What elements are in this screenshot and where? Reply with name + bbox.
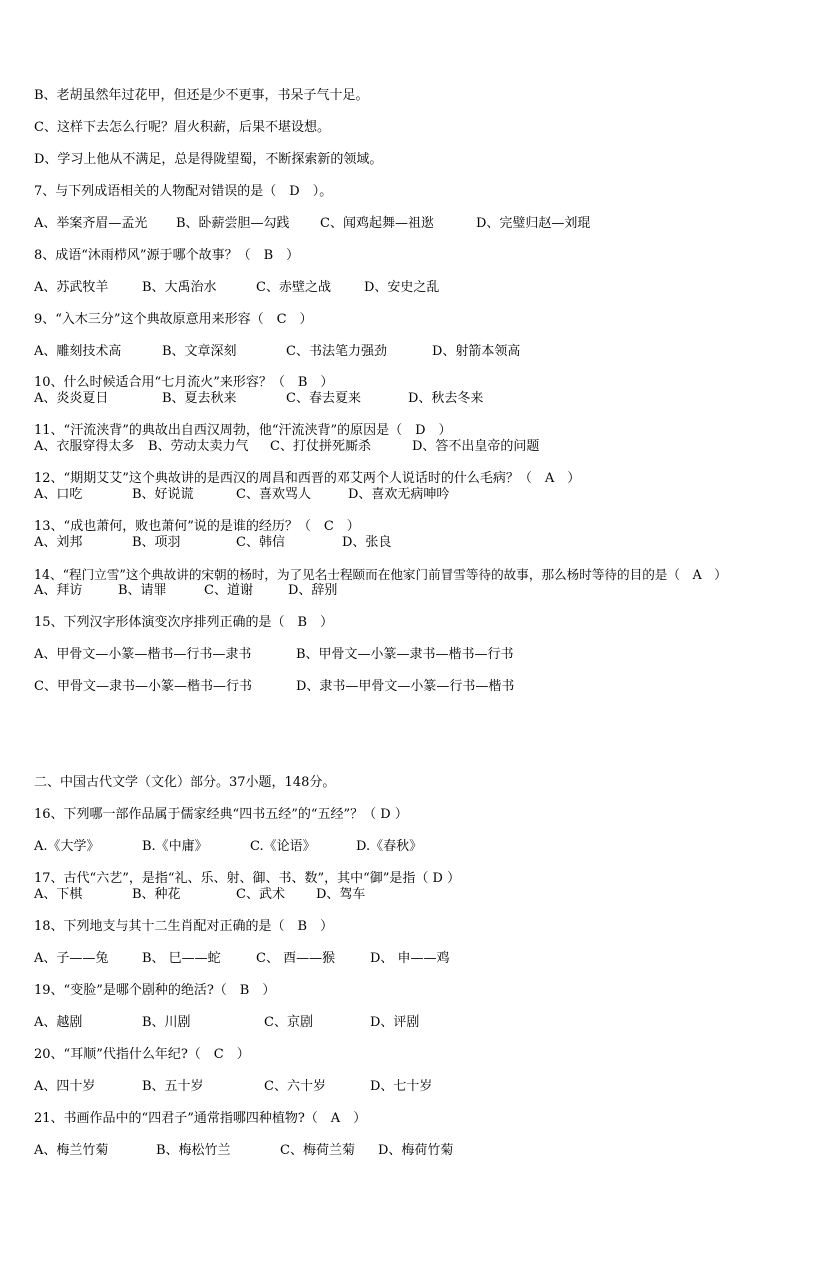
q11-option-d: D、答不出皇帝的问题 (412, 439, 540, 454)
q19-question: 19、“变脸”是哪个剧种的绝活?（ B ） (34, 983, 276, 998)
q7-option-c: C、闻鸡起舞—祖逖 (320, 216, 434, 231)
q7-question: 7、与下列成语相关的人物配对错误的是（ D ）。 (34, 184, 333, 199)
q10-option-d: D、秋去冬来 (408, 391, 484, 406)
q20-option-b: B、五十岁 (142, 1079, 204, 1094)
q14-option-a: A、拜访 (34, 583, 83, 598)
q15-option-a: A、甲骨文—小篆—楷书—行书—隶书 (34, 647, 252, 662)
q20-question: 20、“耳顺”代指什么年纪?（ C ） (34, 1047, 250, 1062)
q8-question: 8、成语“沐雨栉风”源于哪个故事？（ B ） (34, 248, 300, 263)
q10-option-c: C、春去夏来 (286, 391, 361, 406)
q13-options (34, 535, 814, 551)
q13-question: 13、“成也萧何，败也萧何”说的是谁的经历？（ C ） (34, 519, 360, 534)
q14-option-d: D、辞别 (288, 583, 338, 598)
q16-option-a: A.《大学》 (34, 839, 100, 854)
q13-option-b: B、项羽 (132, 535, 181, 550)
q7-option-b: B、卧薪尝胆—勾践 (176, 216, 290, 231)
q16-options (34, 839, 814, 855)
q9-question: 9、“入木三分”这个典故原意用来形容（ C ） (34, 312, 313, 327)
q17-option-c: C、武术 (236, 887, 285, 902)
q15-options-row2 (34, 679, 814, 695)
q14-option-c: C、道谢 (204, 583, 253, 598)
q10-option-b: B、夏去秋来 (162, 391, 237, 406)
q7-option-d: D、完璧归赵—刘琨 (476, 216, 591, 231)
q6-option-b: B、老胡虽然年过花甲，但还是少不更事，书呆子气十足。 (34, 88, 369, 103)
q19-option-b: B、川剧 (142, 1015, 191, 1030)
q9-option-b: B、文章深刻 (162, 344, 237, 359)
q21-option-d: D、梅荷竹菊 (378, 1143, 454, 1158)
q7-option-a: A、举案齐眉—孟光 (34, 216, 148, 231)
q16-option-d: D.《春秋》 (356, 839, 423, 854)
q9-option-d: D、射箭本领高 (432, 344, 521, 359)
q17-option-b: B、种花 (132, 887, 181, 902)
section-2-heading: 二、中国古代文学（文化）部分。37小题，148分。 (34, 775, 336, 790)
q15-option-b: B、甲骨文—小篆—隶书—楷书—行书 (296, 647, 514, 662)
q19-option-c: C、京剧 (264, 1015, 313, 1030)
q11-question: 11、“汗流浃背”的典故出自西汉周勃，他“汗流浃背”的原因是（ D ） (34, 423, 452, 438)
q15-option-c: C、甲骨文—隶书—小篆—楷书—行书 (34, 679, 252, 694)
q20-options (34, 1079, 814, 1095)
q21-option-a: A、梅兰竹菊 (34, 1143, 109, 1158)
q20-option-c: C、六十岁 (264, 1079, 326, 1094)
q6-option-c: C、这样下去怎么行呢？眉火积薪，后果不堪设想。 (34, 120, 330, 135)
q12-options (34, 487, 814, 503)
q17-option-d: D、驾车 (316, 887, 366, 902)
q11-option-c: C、打仗拼死厮杀 (270, 439, 371, 454)
q21-options (34, 1143, 814, 1159)
q13-option-c: C、韩信 (236, 535, 285, 550)
q8-option-c: C、赤壁之战 (256, 280, 331, 295)
q8-options (34, 280, 814, 296)
q8-option-a: A、苏武牧羊 (34, 280, 109, 295)
q14-options (34, 583, 814, 599)
q14-question: 14、“程门立雪”这个典故讲的宋朝的杨时，为了见名士程颐而在他家门前冒雪等待的故事，那么杨时等待的目的是（ A ） (34, 567, 727, 582)
q11-option-a: A、衣服穿得太多 (34, 439, 135, 454)
q9-option-c: C、书法笔力强劲 (286, 344, 387, 359)
q18-option-b: B、 巳——蛇 (142, 951, 221, 966)
q7-options (34, 216, 814, 232)
q19-option-d: D、评剧 (370, 1015, 420, 1030)
q14-option-b: B、请罪 (118, 583, 167, 598)
q8-option-b: B、大禹治水 (142, 280, 217, 295)
q13-option-a: A、刘邦 (34, 535, 83, 550)
q18-options (34, 951, 814, 967)
q12-option-b: B、好说谎 (132, 487, 194, 502)
q18-option-c: C、 酉——猴 (256, 951, 336, 966)
q18-question: 18、下列地支与其十二生肖配对正确的是（ B ） (34, 919, 334, 934)
q21-option-b: B、梅松竹兰 (156, 1143, 231, 1158)
q16-question: 16、下列哪一部作品属于儒家经典“四书五经”的“五经”？（ D ） (34, 807, 408, 822)
q19-option-a: A、越剧 (34, 1015, 83, 1030)
q12-option-c: C、喜欢骂人 (236, 487, 311, 502)
q19-options (34, 1015, 814, 1031)
q15-question: 15、下列汉字形体演变次序排列正确的是（ B ） (34, 615, 334, 630)
q17-options (34, 887, 814, 903)
q15-options-row1 (34, 647, 814, 663)
q12-option-d: D、喜欢无病呻吟 (348, 487, 450, 502)
q16-option-b: B.《中庸》 (142, 839, 208, 854)
q12-option-a: A、口吃 (34, 487, 83, 502)
q10-option-a: A、炎炎夏日 (34, 391, 109, 406)
q13-option-d: D、张良 (342, 535, 392, 550)
q18-option-d: D、 申——鸡 (370, 951, 450, 966)
q20-option-d: D、七十岁 (370, 1079, 433, 1094)
q10-question: 10、什么时候适合用“七月流火”来形容？（ B ） (34, 375, 334, 390)
q16-option-c: C.《论语》 (250, 839, 316, 854)
q21-question: 21、书画作品中的“四君子”通常指哪四种植物?（ A ） (34, 1111, 367, 1126)
q6-option-d: D、学习上他从不满足，总是得陇望蜀，不断探索新的领域。 (34, 152, 383, 167)
q10-options (34, 391, 814, 407)
q8-option-d: D、安史之乱 (364, 280, 440, 295)
q18-option-a: A、子——兔 (34, 951, 109, 966)
q17-question: 17、古代“六艺”，是指“礼、乐、射、御、书、数”，其中“御”是指（ D ） (34, 871, 461, 886)
q9-option-a: A、雕刻技术高 (34, 344, 122, 359)
q20-option-a: A、四十岁 (34, 1079, 96, 1094)
q11-option-b: B、劳动太卖力气 (148, 439, 249, 454)
q17-option-a: A、下棋 (34, 887, 83, 902)
q11-options (34, 439, 814, 455)
q21-option-c: C、梅荷兰菊 (280, 1143, 355, 1158)
q12-question: 12、“期期艾艾”这个典故讲的是西汉的周昌和西晋的邓艾两个人说话时的什么毛病？（ A ） (34, 471, 581, 486)
q9-options (34, 344, 814, 360)
q15-option-d: D、隶书—甲骨文—小篆—行书—楷书 (296, 679, 515, 694)
